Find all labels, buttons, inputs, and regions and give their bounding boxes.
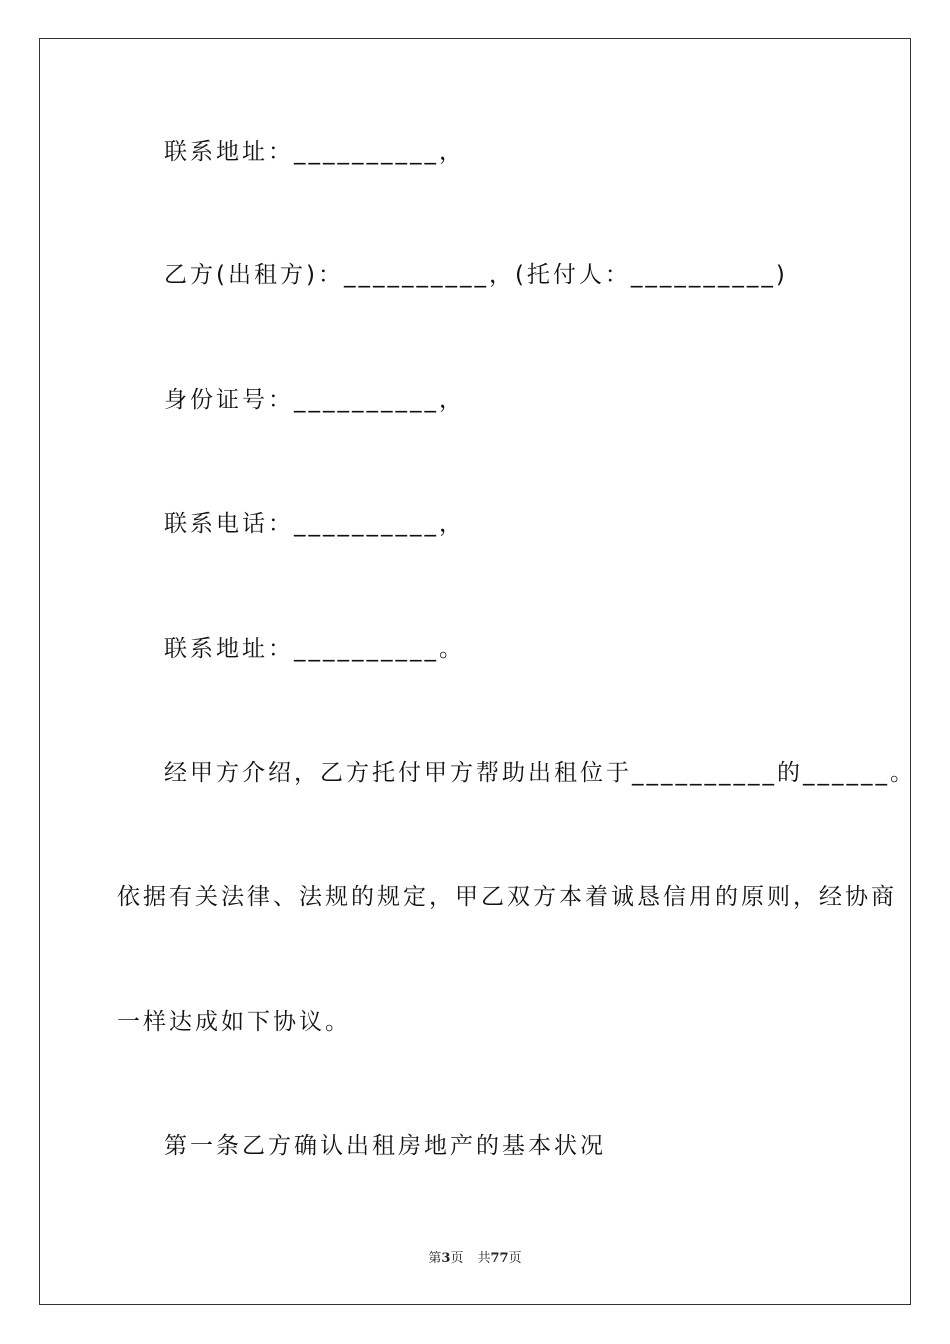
footer-page-total: 77 — [490, 1251, 509, 1266]
contact-address-line-1: 联系地址：__________， — [164, 139, 465, 165]
footer-page-suffix: 页 — [450, 1251, 464, 1266]
page-border — [39, 38, 911, 1305]
article-one-heading: 第一条乙方确认出租房地产的基本状况 — [164, 1133, 606, 1159]
page-footer — [0, 1247, 950, 1266]
introduction-line: 经甲方介绍，乙方托付甲方帮助出租位于__________的______。 — [164, 760, 916, 786]
contact-address-line-2: 联系地址：__________。 — [164, 636, 465, 662]
agreement-line: 一样达成如下协议。 — [117, 1009, 351, 1035]
footer-page-prefix: 第 — [428, 1251, 442, 1266]
party-b-lessor-line: 乙方(出租方)：__________，(托付人：__________) — [164, 262, 788, 288]
footer-total-prefix: 共 — [477, 1251, 491, 1266]
contact-phone-line: 联系电话：__________， — [164, 511, 465, 537]
footer-total-suffix: 页 — [508, 1251, 522, 1266]
legal-basis-line: 依据有关法律、法规的规定，甲乙双方本着诚恳信用的原则，经协商 — [117, 884, 897, 910]
id-number-line: 身份证号：__________， — [164, 387, 465, 413]
footer-page-current: 3 — [441, 1251, 451, 1266]
